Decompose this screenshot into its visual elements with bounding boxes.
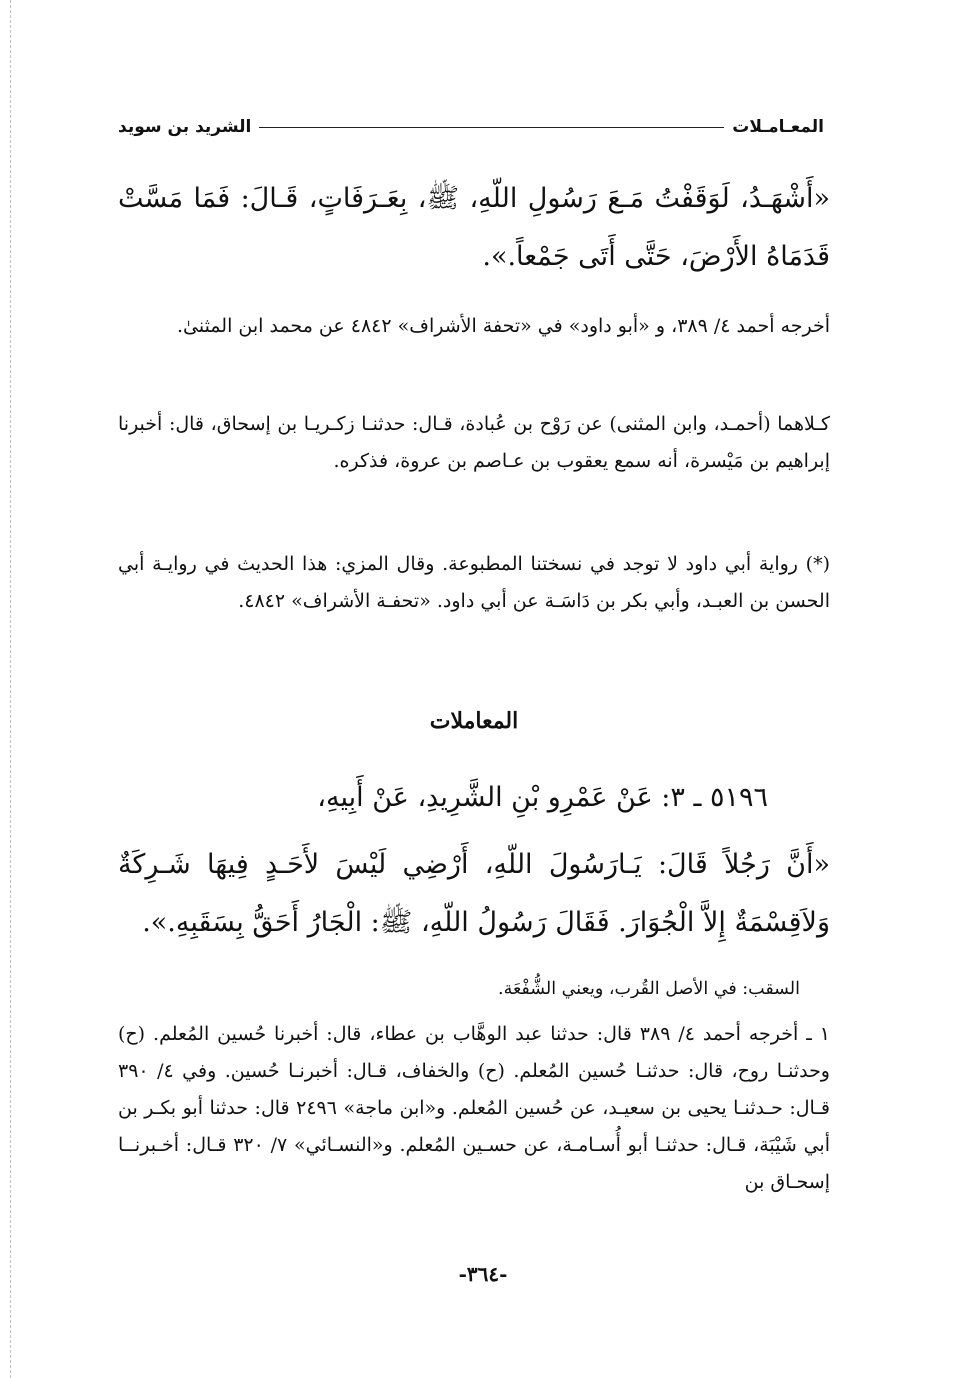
footnote-paragraph: (*) رواية أبي داود لا توجد في نسختنا المطبوعة. وقال المزي: هذا الحديث في روايـة أبي الحسن بن العبـد، وأبي بكر بن دَاسَـة عن أبي داود. «تحفـة الأشراف» ٤٨٤٢. xyxy=(118,553,830,612)
header-narrator: الشريد بن سويد xyxy=(118,117,252,137)
takhrij-paragraph: أخرجه أحمد ٤/ ٣٨٩، و «أبو داود» في «تحفة الأشراف» ٤٨٤٢ عن محمد ابن المثنىٰ. xyxy=(176,315,830,337)
hadith-text-top: «أَشْهَـدُ، لَوَقَفْتُ مَـعَ رَسُولِ اللّهِ، ﷺ، بِعَـرَفَاتٍ، قَـالَ: فَمَا مَسَّتْ قَدَمَاهُ الأَرْضَ، حَتَّى أَتَى جَمْعاً.». xyxy=(118,183,830,272)
takhrij-paragraph-2: ١ ـ أخرجه أحمد ٤/ ٣٨٩ قال: حدثنا عبد الوهَّاب بن عطاء، قال: أخبرنا حُسين المُعلم. (ح) وحدثنـا روح، قال: حدثنـا حُسين المُعلم. (ح) والخفاف، قـال: أخبرنـا حُسين. وفي ٤/ ٣٩٠ قـال: حـدثنـا يحيى بن سعيـد، عن حُسين المُعلم. و«ابن ماجة» ٢٤٩٦ قال: حدثنا أبو بكـر بن أبي شَيْبَة، قـال: حدثنـا أبو أُسـامـة، عن حسـين المُعلم. و«النسـائي» ٧/ ٣٢٠ قـال: أخـبرنــا إسحـاق بن xyxy=(118,1023,830,1193)
hadith-number-line: ٥١٩٦ ـ ٣: عَنْ عَمْرِو بْنِ الشَّرِيدِ، عَنْ أَبِيهِ، xyxy=(317,782,768,813)
page-number: -٣٦٤- xyxy=(458,1262,508,1286)
hadith-text-main: «أَنَّ رَجُلاً قَالَ: يَـارَسُولَ اللّهِ، أَرْضِي لَيْسَ لأَحَـدٍ فِيهَا شَـرِكَةٌ وَلاَقِسْمَةٌ إِلاَّ الْجُوَارَ. فَقَالَ رَسُولُ اللّهِ، ﷺ: الْجَارُ أَحَقُّ بِسَقَبِهِ.». xyxy=(118,849,830,938)
section-title: المعاملات xyxy=(429,708,519,734)
header-chapter: المعـامـلات xyxy=(732,117,824,137)
gloss-note: السقب: في الأصل القُرب، ويعني الشُّفْعَة. xyxy=(498,979,800,999)
running-header xyxy=(118,112,824,142)
scan-edge-line xyxy=(10,0,12,1378)
header-rule xyxy=(259,127,724,128)
isnad-paragraph: كـلاهما (أحمـد، وابن المثنى) عن رَوْح بن عُبادة، قـال: حدثنـا زكـريـا بن إسحاق، قال: أخبرنا إبراهيم بن مَيْسرة، أنه سمع يعقوب بن عـاصم بن عروة، فذكره. xyxy=(118,413,830,472)
